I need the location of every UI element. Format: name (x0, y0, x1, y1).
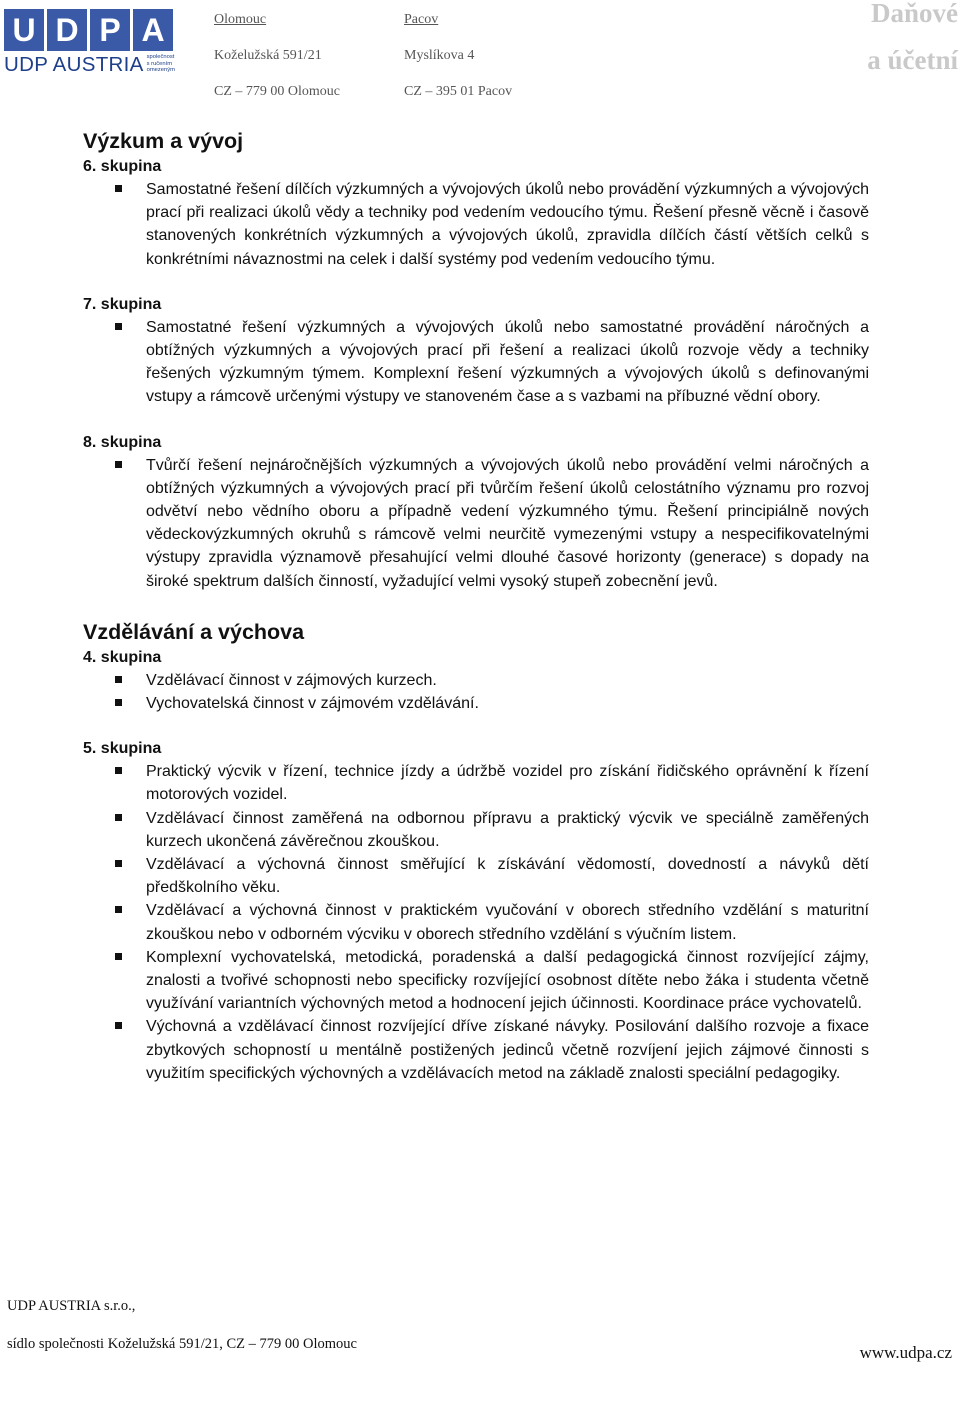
office-city: Olomouc (214, 12, 267, 27)
logo-letter: D (47, 9, 87, 51)
logo-legal-form: společnost s ručením omezeným (146, 54, 175, 73)
section-title: Výzkum a vývoj (83, 129, 244, 153)
footer-company: UDP AUSTRIA s.r.o., (7, 1298, 136, 1314)
list-item: Tvůrčí řešení nejnáročnějších výzkumných a vývojových úkolů nebo provádění velmi náročných a obtížných výzkumných a vývojových prací při tvůrčím řešení úkolů celostátního významu pro rozvoj odvětví nebo vědního oboru a případně vedení výzkumného týmu. Řešení principiálně nových vědeckovýzkumných okruhů s rámcově velmi neurčitě vymezenými vstupy a nespecifikovatelnými výstupy zpravidla významově přesahující velmi dlouhé časové horizonty (generace) s dopady na široké spektrum dalších činností, vyžadující velmi vysoký stupeň zobecnění jevů. (83, 454, 869, 593)
list-item: Vychovatelská činnost v zájmovém vzdělávání. (83, 692, 869, 715)
office-city: Pacov (404, 12, 439, 27)
logo-letter: P (90, 9, 130, 51)
brand-line: a účetní (867, 45, 958, 75)
logo-letter: A (133, 9, 173, 51)
list-item: Výchovná a vzdělávací činnost rozvíjející dříve získané návyky. Posilování dalšího rozvoje a fixace zbytkových schopností u mentálně postižených jedinců včetně rozvíjení jejich zájmové činnosti s využitím specifických výchovných a vzdělávacích metod na základě znalosti speciální pedagogiky. (83, 1015, 869, 1085)
group-heading: 6. skupina (83, 158, 162, 175)
list-item: Komplexní vychovatelská, metodická, poradenská a další pedagogická činnost rozvíjející zájmy, znalosti a tvořivé schopnosti nebo specificky rozvíjející osobnost dítěte nebo žáka i studenta včetně využívání variantních výchovných metod a hodnocení jejich účinnosti. Koordinace práce vychovatelů. (83, 946, 869, 1016)
group-list (83, 669, 869, 715)
logo-letter: U (4, 9, 44, 51)
brand-line: Daňové (871, 0, 958, 28)
office-zip: CZ – 779 00 Olomouc (214, 84, 340, 99)
office-street: Myslíkova 4 (404, 48, 475, 63)
group-heading: 4. skupina (83, 648, 162, 666)
list-item: Samostatné řešení výzkumných a vývojových úkolů nebo samostatné provádění náročných a obtížných výzkumných a vývojových prací při řešení a realizaci úkolů rozvoje vědy a techniky řešených výzkumným týmem. Komplexní řešení výzkumných a vývojových úkolů s definovanými vstupy a rámcově určenými výstupy ve stanoveném čase a s vazbami na příbuzné vědní obory. (83, 316, 869, 409)
office-street: Koželužská 591/21 (214, 48, 322, 63)
section-title: Vzdělávání a výchova (83, 619, 305, 644)
group-list (83, 178, 869, 271)
list-item: Vzdělávací a výchovná činnost v praktickém vyučování v oborech středního vzdělání s maturitní zkouškou nebo v odborném výcviku v oborech středního vzdělání s výučním listem. (83, 899, 869, 945)
page-footer (7, 1296, 357, 1372)
company-logo (4, 9, 176, 79)
list-item: Samostatné řešení dílčích výzkumných a vývojových úkolů nebo provádění výzkumných a vývojových prací při realizaci úkolů vědy a techniky pod vedením vedoucího týmu. Řešení přesně věcně i časově stanovených konkrétních výzkumných a vývojových úkolů, zpravidla dílčích částí větších celků s konkrétními návaznostmi na celek i další systémy pod vedením vedoucího týmu. (83, 178, 869, 271)
group-list (83, 316, 869, 409)
footer-website: www.udpa.cz (859, 1343, 952, 1362)
list-item: Praktický výcvik v řízení, technice jízdy a údržbě vozidel pro získání řidičského oprávnění k řízení motorových vozidel. (83, 760, 869, 806)
group-heading: 5. skupina (83, 740, 162, 758)
list-item: Vzdělávací činnost v zájmových kurzech. (83, 669, 869, 692)
group-list (83, 760, 869, 1085)
group-heading: 8. skupina (83, 433, 162, 451)
office-zip: CZ – 395 01 Pacov (404, 84, 513, 99)
group-heading: 7. skupina (83, 295, 162, 313)
office-olomouc (214, 11, 340, 119)
list-item: Vzdělávací činnost zaměřená na odbornou přípravu a praktický výcvik ve speciálně zaměřených kurzech ukončená závěrečnou zkouškou. (83, 807, 869, 853)
brand-tagline (867, 0, 958, 94)
document-body (83, 127, 869, 1085)
list-item: Vzdělávací a výchovná činnost směřující k získávání vědomostí, dovedností a návyků dětí předškolního věku. (83, 853, 869, 899)
logo-subtitle: UDP AUSTRIA (4, 53, 144, 76)
footer-seat: sídlo společnosti Koželužská 591/21, CZ – 779 00 Olomouc (7, 1336, 357, 1352)
office-pacov (404, 11, 512, 119)
group-list (83, 454, 869, 593)
